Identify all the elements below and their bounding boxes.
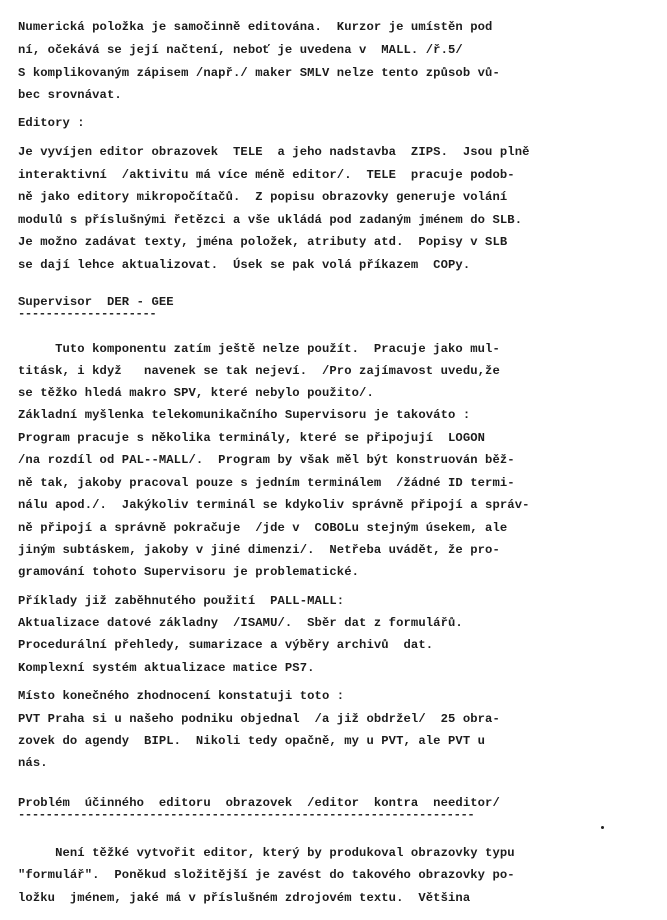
heading-underline: --------------------: [18, 307, 157, 321]
text-line: titásk, i když navenek se tak nejeví. /Pro zajímavost uvedu,že: [18, 364, 500, 378]
text-line: Numerická položka je samočinně editována. Kurzor je umístěn pod: [18, 20, 493, 34]
ink-speck: [601, 826, 604, 829]
text-line: ně tak, jakoby pracoval pouze s jedním terminálem /žádné ID termi-: [18, 476, 515, 490]
text-line: S komplikovaným zápisem /např./ maker SMLV nelze tento způsob vů-: [18, 66, 500, 80]
text-line: Základní myšlenka telekomunikačního Supervisoru je takováto :: [18, 408, 471, 422]
text-line: Procedurální přehledy, sumarizace a výběry archivů dat.: [18, 638, 434, 652]
text-line: ně jako editory mikropočítačů. Z popisu obrazovky generuje volání: [18, 190, 508, 204]
text-line: Příklady již zaběhnutého použití PALL-MALL:: [18, 594, 345, 608]
text-line: jiným subtáskem, jakoby v jiné dimenzi/. Netřeba uvádět, že pro-: [18, 543, 500, 557]
text-line: Je možno zadávat texty, jména položek, atributy atd. Popisy v SLB: [18, 235, 508, 249]
text-line: PVT Praha si u našeho podniku objednal /a již obdržel/ 25 obra-: [18, 712, 500, 726]
text-line: gramování tohoto Supervisoru je problematické.: [18, 565, 360, 579]
text-line: nálu apod./. Jakýkoliv terminál se kdykoliv správně připojí a správ-: [18, 498, 530, 512]
text-line: Tuto komponentu zatím ještě nelze použít. Pracuje jako mul-: [18, 342, 500, 356]
text-line: zovek do agendy BIPL. Nikoli tedy opačně, my u PVT, ale PVT u: [18, 734, 486, 748]
text-line: ně připojí a správně pokračuje /jde v COBOLu stejným úsekem, ale: [18, 521, 508, 535]
text-line: se těžko hledá makro SPV, které nebylo použito/.: [18, 386, 374, 400]
text-line: Není těžké vytvořit editor, který by produkoval obrazovky typu: [18, 846, 515, 860]
text-line: interaktivní /aktivitu má více méně editor/. TELE pracuje podob-: [18, 168, 515, 182]
text-line: Program pracuje s několika terminály, které se připojují LOGON: [18, 431, 486, 445]
text-line: Je vyvíjen editor obrazovek TELE a jeho nadstavba ZIPS. Jsou plně: [18, 145, 530, 159]
section-heading-supervisor: Supervisor DER - GEE: [18, 295, 174, 309]
text-line: ní, očekává se její načtení, neboť je uvedena v MALL. /ř.5/: [18, 43, 463, 57]
text-line: ložku jménem, jaké má v příslušném zdrojovém textu. Většina: [18, 891, 471, 905]
text-line: bec srovnávat.: [18, 88, 122, 102]
text-line: se dají lehce aktualizovat. Úsek se pak volá příkazem COPy.: [18, 258, 471, 272]
heading-underline: ------------------------------------------------------------------: [18, 808, 475, 822]
text-line: Místo konečného zhodnocení konstatuji toto :: [18, 689, 345, 703]
section-heading-editory: Editory :: [18, 116, 85, 130]
text-line: /na rozdíl od PAL--MALL/. Program by však měl být konstruován běž-: [18, 453, 515, 467]
text-line: Aktualizace datové základny /ISAMU/. Sběr dat z formulářů.: [18, 616, 463, 630]
text-line: modulů s příslušnými řetězci a vše ukládá pod zadaným jménem do SLB.: [18, 213, 523, 227]
text-line: nás.: [18, 756, 48, 770]
text-line: "formulář". Poněkud složitější je zavést do takového obrazovky po-: [18, 868, 515, 882]
text-line: Komplexní systém aktualizace matice PS7.: [18, 661, 315, 675]
section-heading-problem: Problém účinného editoru obrazovek /editor kontra needitor/: [18, 796, 500, 810]
